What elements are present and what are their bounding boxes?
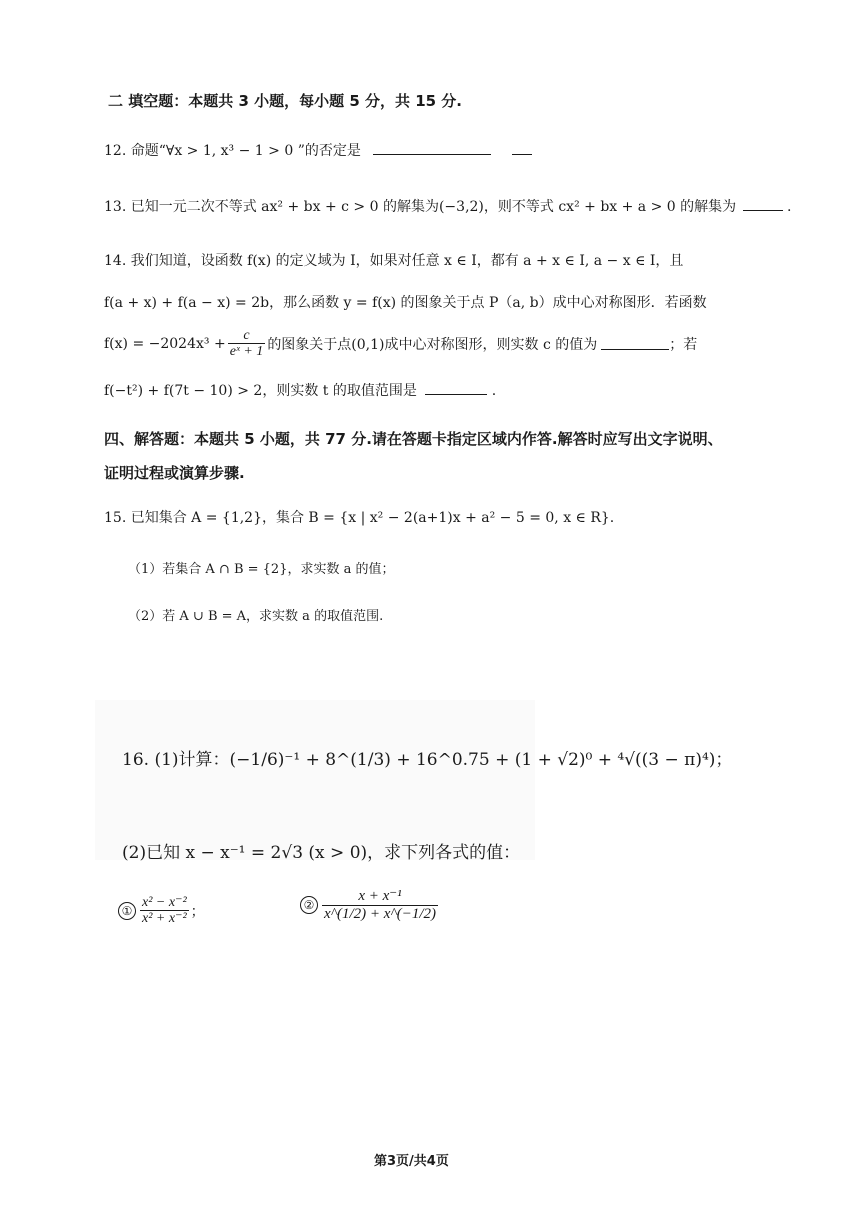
question-16-image-region [95, 700, 535, 860]
item-1-denominator: x² + x⁻² [142, 911, 187, 927]
question-14-line-3 [104, 328, 697, 360]
question-13-blank[interactable] [743, 198, 783, 211]
question-14-line-2: f(a + x) + f(a − x) = 2b，那么函数 y = f(x) 的图象关于点 P（a, b）成中心对称图形．若函数 [104, 295, 707, 311]
item-2-fraction [322, 888, 438, 922]
question-14-line3-end: ；若 [669, 336, 698, 353]
answer-section-heading-1: 四、解答题：本题共 5 小题，共 77 分.请在答题卡指定区域内作答.解答时应写出文字说明、 [104, 430, 723, 448]
question-14-blank-c[interactable] [601, 337, 669, 350]
question-16-part-1: 16. (1)计算：(−1/6)⁻¹ + 8^(1/3) + 16^0.75 + (1 + √2)⁰ + ⁴√((3 − π)⁴)； [122, 750, 733, 770]
page-number: 第3页/共4页 [374, 1154, 449, 1169]
fraction-numerator: c [243, 328, 250, 343]
question-16-item-1 [118, 895, 205, 927]
question-14-line-1: 14. 我们知道，设函数 f(x) 的定义域为 I，如果对任意 x ∈ I，都有 a + x ∈ I, a − x ∈ I，且 [104, 253, 684, 269]
item-1-end: ； [190, 903, 205, 920]
item-1-numerator: x² − x⁻² [142, 895, 187, 910]
item-1-circled-label: ① [118, 902, 136, 920]
question-12-blank-tail [512, 142, 532, 155]
question-14-inequality: f(−t²) + f(7t − 10) > 2，则实数 t 的取值范围是 [104, 383, 417, 399]
question-12-blank[interactable] [373, 142, 491, 155]
question-15-part-1: （1）若集合 A ∩ B = {2}，求实数 a 的值； [128, 562, 395, 577]
item-1-fraction [140, 895, 189, 927]
item-2-denominator: x^(1/2) + x^(−1/2) [324, 905, 437, 922]
question-12 [104, 140, 532, 160]
question-16-item-2 [300, 888, 440, 922]
question-14-condition: 的图象关于点(0,1)成中心对称图形，则实数 c 的值为 [267, 336, 598, 353]
question-14-function-def: f(x) = −2024x³ + [104, 335, 226, 352]
question-16-part-2: (2)已知 x − x⁻¹ = 2√3 (x > 0)，求下列各式的值： [122, 843, 521, 863]
question-14-period: . [491, 383, 497, 399]
question-13: 13. 已知一元二次不等式 ax² + bx + c > 0 的解集为(−3,2)，则不等式 cx² + bx + a > 0 的解集为 . [104, 199, 792, 215]
item-2-circled-label: ② [300, 896, 318, 914]
question-15-part-2: （2）若 A ∪ B = A，求实数 a 的取值范围. [128, 609, 384, 624]
question-12-text: 12. 命题“∀x > 1, x³ − 1 > 0 ”的否定是 [104, 143, 361, 159]
question-14-line-4 [104, 380, 496, 400]
item-2-numerator: x + x⁻¹ [358, 888, 402, 904]
answer-section-heading-2: 证明过程或演算步骤. [104, 464, 245, 482]
question-14-fraction [228, 328, 266, 360]
question-13-text: 13. 已知一元二次不等式 ax² + bx + c > 0 的解集为(−3,2)，则不等式 cx² + bx + a > 0 的解集为 [104, 199, 737, 215]
fraction-denominator: eˣ + 1 [229, 344, 264, 360]
fill-blank-section-heading: 二 填空题：本题共 3 小题，每小题 5 分，共 15 分. [108, 92, 463, 110]
question-14-blank-t[interactable] [425, 382, 487, 395]
question-15-stem: 15. 已知集合 A = {1,2}，集合 B = {x | x² − 2(a+1)x + a² − 5 = 0, x ∈ R}. [104, 510, 615, 526]
